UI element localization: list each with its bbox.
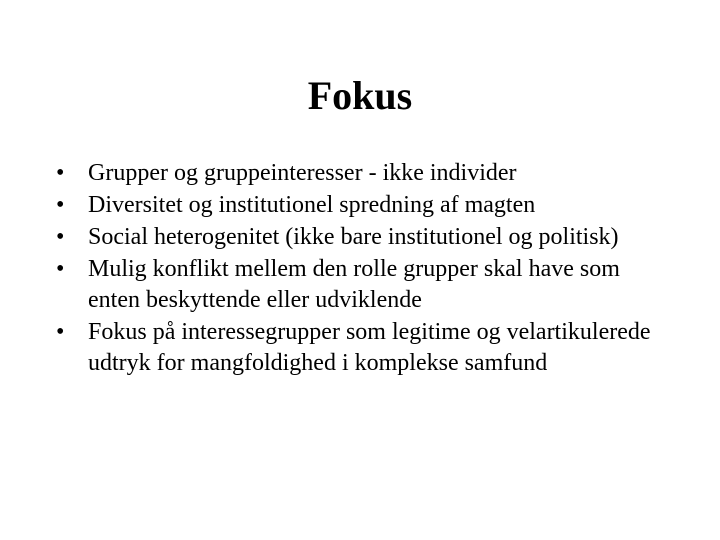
slide-title: Fokus (307, 73, 413, 118)
bullet-item (56, 158, 676, 189)
bullet-marker: • (56, 160, 65, 186)
bullet-marker: • (56, 192, 65, 218)
bullet-text: Social heterogenitet (ikke bare institutionel og politisk) (88, 224, 619, 250)
bullet-item (56, 190, 676, 221)
bullet-marker: • (56, 224, 65, 250)
bullet-marker: • (56, 256, 65, 282)
bullet-marker: • (56, 319, 65, 345)
bullet-list (56, 158, 676, 380)
bullet-text: Grupper og gruppeinteresser - ikke individer (88, 160, 517, 186)
bullet-item (56, 222, 676, 253)
bullet-text: Fokus på interessegrupper som legitime og velartikulerede udtryk for mangfoldighed i komplekse samfund (88, 319, 651, 376)
bullet-text: Mulig konflikt mellem den rolle grupper skal have som enten beskyttende eller udviklende (88, 256, 620, 313)
bullet-item (56, 317, 676, 379)
bullet-text: Diversitet og institutionel spredning af magten (88, 192, 536, 218)
bullet-item (56, 254, 676, 316)
